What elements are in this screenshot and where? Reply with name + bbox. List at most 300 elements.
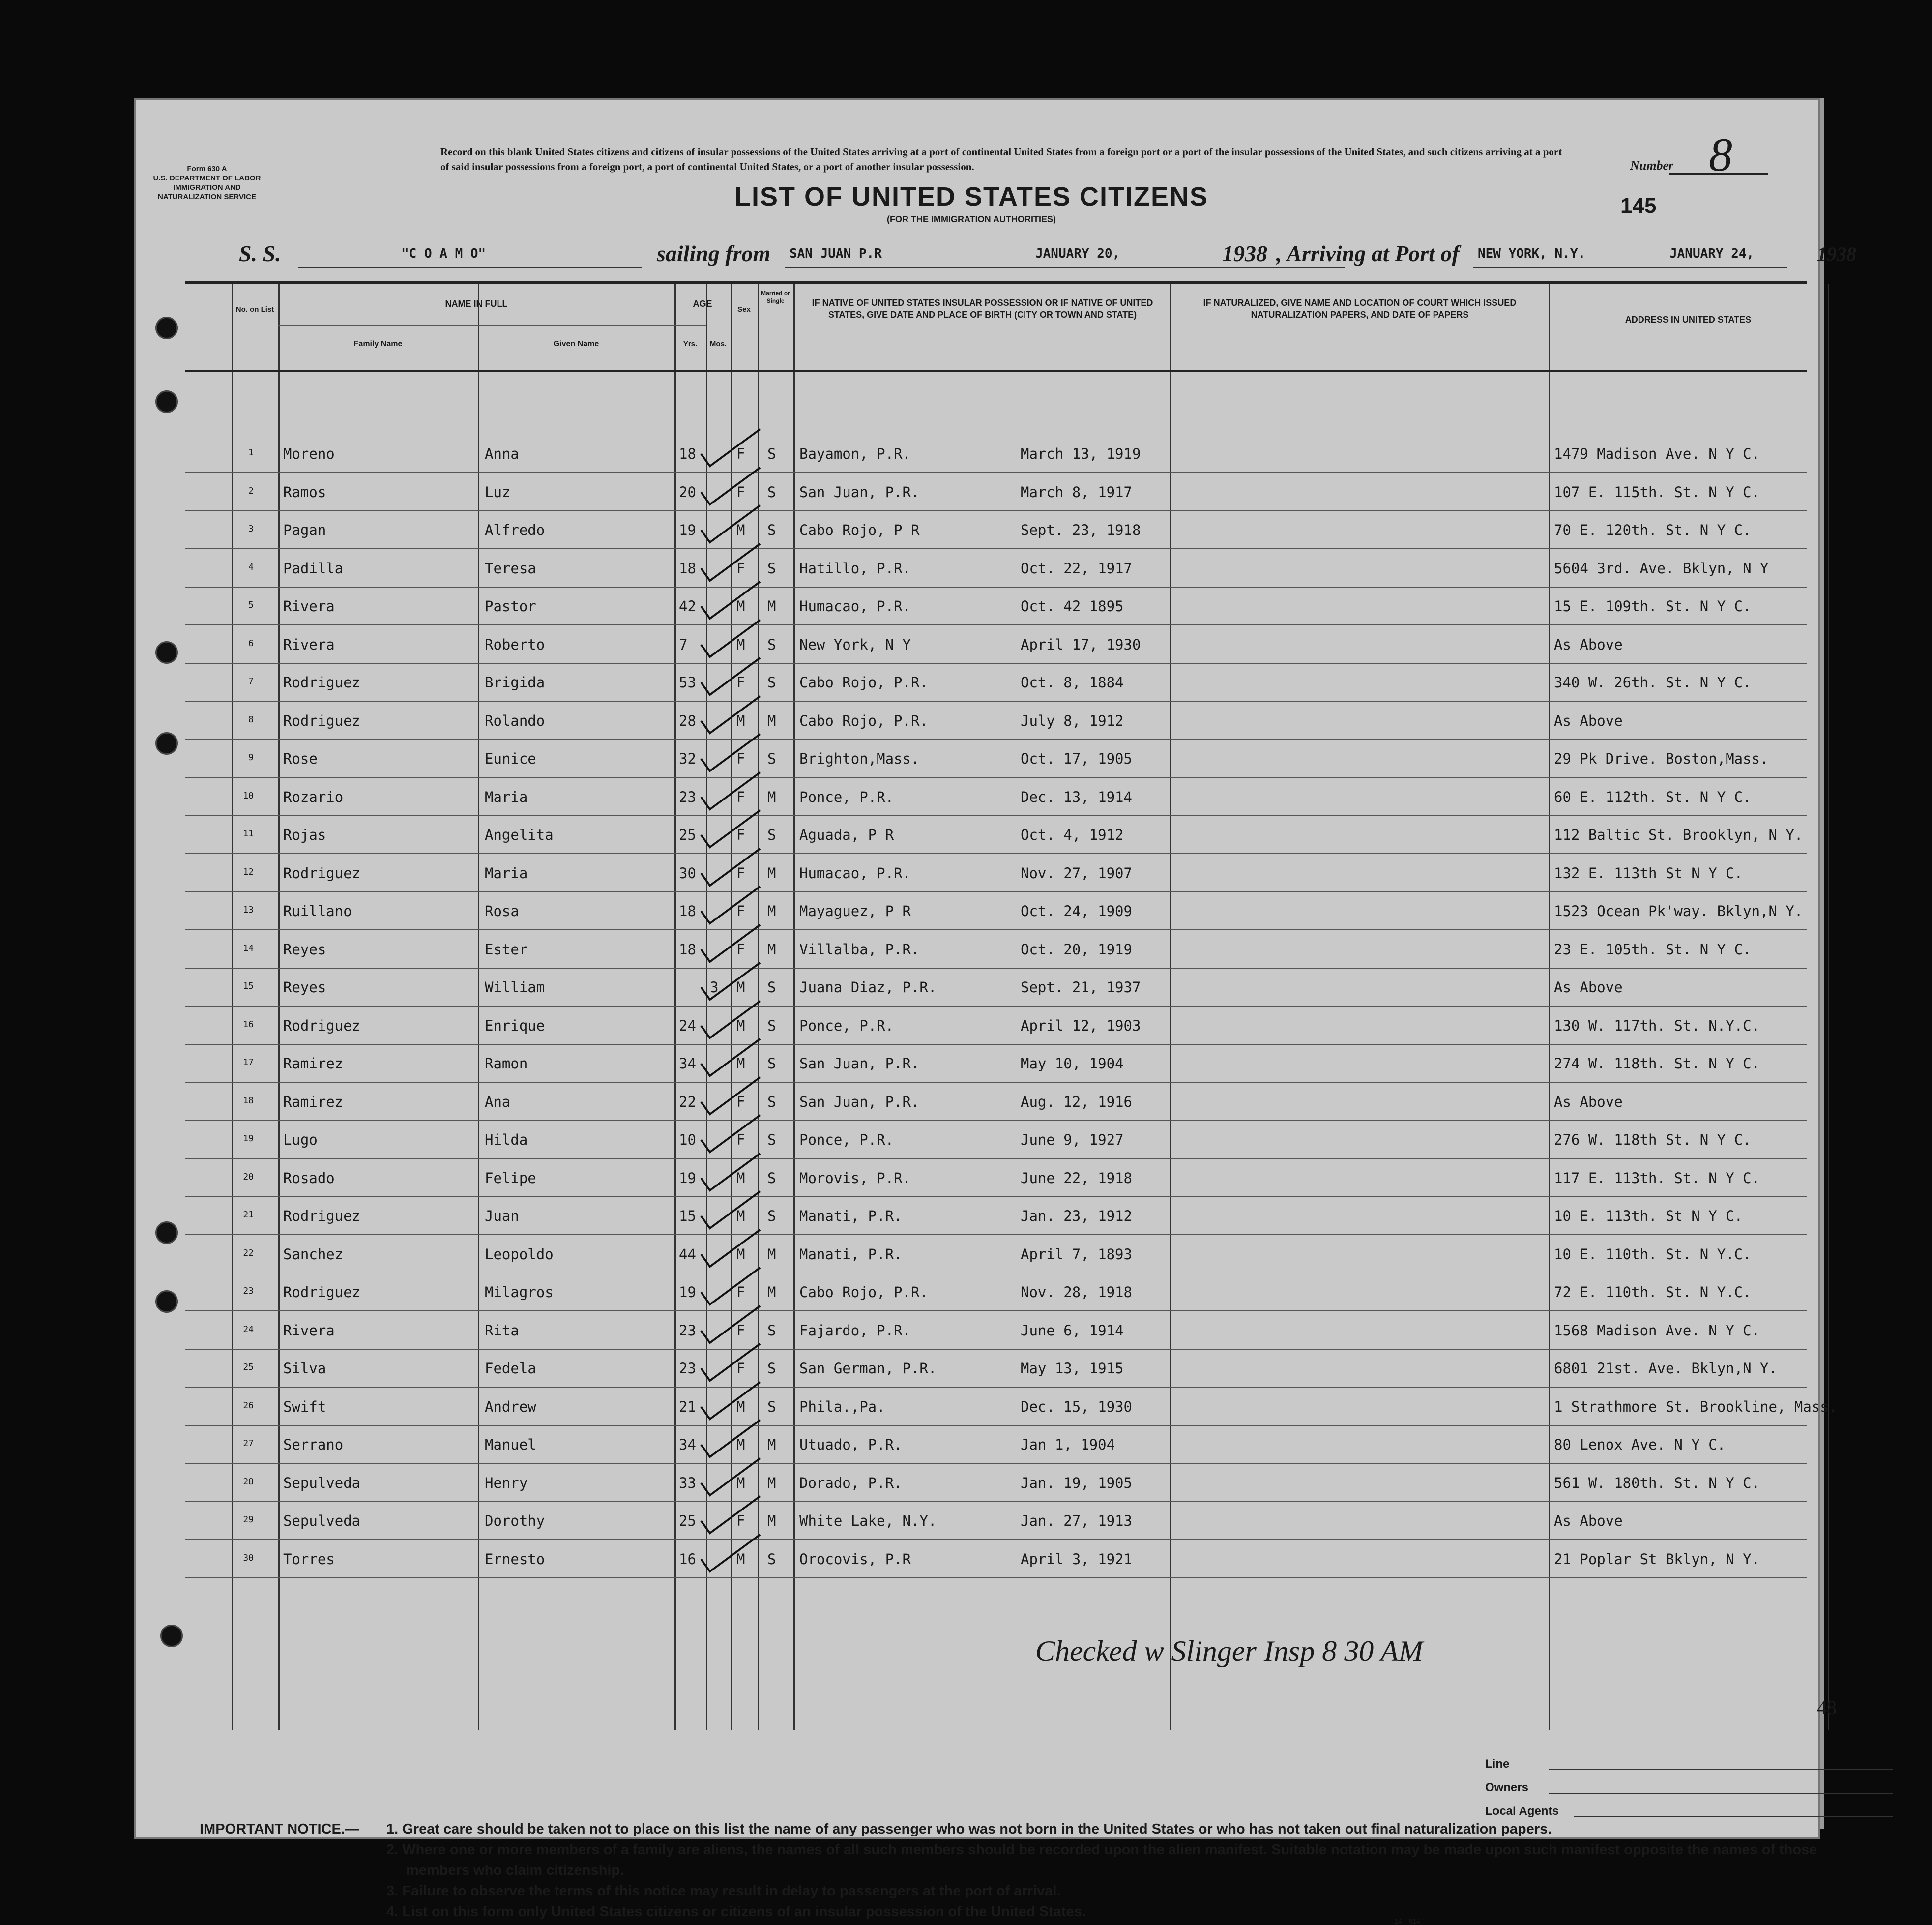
arrival-port: NEW YORK, N.Y. bbox=[1478, 246, 1586, 261]
given-name: Felipe bbox=[485, 1169, 536, 1186]
row-number: 27 bbox=[243, 1438, 254, 1449]
birth-date: Jan. 27, 1913 bbox=[1021, 1512, 1132, 1529]
family-name: Lugo bbox=[283, 1131, 318, 1148]
check-mark-icon bbox=[696, 655, 765, 700]
table-row bbox=[185, 741, 1807, 780]
row-number: 28 bbox=[243, 1476, 254, 1487]
family-name: Sepulveda bbox=[283, 1512, 361, 1529]
row-divider bbox=[185, 1158, 1807, 1159]
birth-date: Sept. 23, 1918 bbox=[1021, 522, 1141, 538]
age-years: 18 bbox=[679, 560, 696, 577]
given-name: Roberto bbox=[485, 636, 545, 653]
us-address: 10 E. 113th. St N Y C. bbox=[1554, 1208, 1743, 1224]
birth-place: Orocovis, P.R bbox=[799, 1550, 911, 1568]
us-address: 276 W. 118th St. N Y C. bbox=[1554, 1131, 1752, 1148]
birth-place: Brighton,Mass. bbox=[799, 750, 920, 767]
birth-place: Cabo Rojo, P R bbox=[799, 522, 920, 538]
notice-item: 3. Failure to observe the terms of this notice may result in delay to passengers at the port of arrival. bbox=[386, 1883, 1061, 1899]
given-name: Milagros bbox=[485, 1284, 554, 1301]
given-name: Alfredo bbox=[485, 522, 545, 538]
marital-status: M bbox=[767, 1474, 776, 1491]
family-name: Rojas bbox=[283, 827, 326, 843]
check-mark-icon bbox=[696, 427, 765, 471]
birth-place: Utuado, P.R. bbox=[799, 1436, 903, 1453]
row-divider bbox=[185, 587, 1807, 588]
sail-year: 1938 bbox=[1222, 241, 1267, 266]
us-address: 6801 21st. Ave. Bklyn,N Y. bbox=[1554, 1360, 1777, 1377]
us-address: 112 Baltic St. Brooklyn, N Y. bbox=[1554, 827, 1803, 843]
marital-status: S bbox=[767, 1550, 776, 1568]
arrival-underline bbox=[1473, 267, 1787, 268]
marital-status: S bbox=[767, 1131, 776, 1148]
row-number: 1 bbox=[248, 447, 254, 458]
age-years: 19 bbox=[679, 522, 696, 538]
birth-date: Dec. 15, 1930 bbox=[1021, 1398, 1132, 1415]
age-years: 25 bbox=[679, 1512, 696, 1529]
marital-status: M bbox=[767, 1436, 776, 1453]
col-married-single: Married or Single bbox=[761, 290, 790, 304]
us-address: As Above bbox=[1554, 712, 1623, 729]
us-address: As Above bbox=[1554, 636, 1623, 653]
birth-date: Nov. 27, 1907 bbox=[1021, 864, 1132, 882]
birth-place: Dorado, P.R. bbox=[799, 1474, 903, 1491]
table-row bbox=[185, 1275, 1807, 1313]
us-address: 1523 Ocean Pk'way. Bklyn,N Y. bbox=[1554, 903, 1803, 919]
table-row bbox=[185, 589, 1807, 627]
birth-date: April 3, 1921 bbox=[1021, 1550, 1132, 1568]
age-years: 7 bbox=[679, 636, 688, 653]
row-divider bbox=[185, 1349, 1807, 1350]
check-mark-icon bbox=[696, 1189, 765, 1233]
given-name: Henry bbox=[485, 1474, 528, 1491]
given-name: Luz bbox=[485, 483, 511, 501]
family-name: Ruillano bbox=[283, 903, 352, 919]
sex: F bbox=[736, 560, 745, 577]
table-row bbox=[185, 1466, 1807, 1504]
sex: F bbox=[736, 903, 745, 919]
birth-place: Manati, P.R. bbox=[799, 1245, 903, 1263]
sex: M bbox=[736, 636, 745, 653]
family-name: Silva bbox=[283, 1360, 326, 1377]
table-row bbox=[185, 1313, 1807, 1352]
arrival-date: JANUARY 24, bbox=[1669, 246, 1755, 261]
form-number: Form 630 A bbox=[187, 165, 227, 173]
table-row bbox=[185, 704, 1807, 742]
check-mark-icon bbox=[696, 846, 765, 890]
age-years: 53 bbox=[679, 674, 696, 691]
row-number: 4 bbox=[248, 562, 254, 572]
birth-date: Oct. 22, 1917 bbox=[1021, 560, 1132, 577]
family-name: Rodriguez bbox=[283, 864, 361, 882]
table-row bbox=[185, 1123, 1807, 1161]
row-number: 24 bbox=[243, 1324, 254, 1334]
us-address: 70 E. 120th. St. N Y C. bbox=[1554, 522, 1752, 538]
row-divider bbox=[185, 1463, 1807, 1464]
birth-place: San Juan, P.R. bbox=[799, 483, 920, 501]
page-title: LIST OF UNITED STATES CITIZENS bbox=[734, 182, 1208, 211]
age-years: 24 bbox=[679, 1017, 696, 1034]
check-mark-icon bbox=[696, 884, 765, 928]
table-row bbox=[185, 665, 1807, 704]
row-number: 26 bbox=[243, 1400, 254, 1411]
given-name: Angelita bbox=[485, 827, 554, 843]
birth-date: Oct. 4, 1912 bbox=[1021, 827, 1124, 843]
sex: F bbox=[736, 1093, 745, 1110]
sex: F bbox=[736, 1360, 745, 1377]
marital-status: M bbox=[767, 1284, 776, 1301]
table-row bbox=[185, 1008, 1807, 1047]
line-label: Line bbox=[1485, 1757, 1510, 1771]
given-name: Andrew bbox=[485, 1398, 536, 1415]
page-number: 145 bbox=[1620, 194, 1657, 218]
table-row bbox=[185, 1427, 1807, 1466]
row-number: 21 bbox=[243, 1210, 254, 1220]
family-name: Rosado bbox=[283, 1169, 335, 1186]
table-row bbox=[185, 856, 1807, 894]
row-number: 3 bbox=[248, 524, 254, 534]
check-mark-icon bbox=[696, 1113, 765, 1157]
check-mark-icon bbox=[696, 1418, 765, 1462]
marital-status: S bbox=[767, 674, 776, 691]
birth-date: Dec. 13, 1914 bbox=[1021, 788, 1132, 805]
check-mark-icon bbox=[696, 808, 765, 852]
sex: M bbox=[736, 1245, 745, 1263]
check-mark-icon bbox=[696, 770, 765, 814]
sex: M bbox=[736, 1436, 745, 1453]
row-number: 19 bbox=[243, 1133, 254, 1144]
row-divider bbox=[185, 1234, 1807, 1235]
check-mark-icon bbox=[696, 1151, 765, 1195]
birth-date: Sept. 21, 1937 bbox=[1021, 979, 1141, 996]
record-note: Record on this blank United States citizens and citizens of insular possessions of the United States arriving at a port of continental United States from a foreign port or a port of the insular possessions of the United States, and such citizens arriving at a port of said insular possessions from a foreign port, a port of continental United States, or a port of another insular possession. bbox=[440, 146, 1562, 173]
row-divider bbox=[185, 777, 1807, 778]
check-mark-icon bbox=[696, 999, 765, 1043]
header-subdivider bbox=[278, 325, 706, 326]
table-row bbox=[185, 1237, 1807, 1275]
sex: F bbox=[736, 674, 745, 691]
marital-status: M bbox=[767, 712, 776, 729]
family-name: Serrano bbox=[283, 1436, 344, 1453]
row-divider bbox=[185, 853, 1807, 854]
binder-hole bbox=[160, 1625, 183, 1647]
birth-place: New York, N Y bbox=[799, 636, 911, 653]
row-divider bbox=[185, 663, 1807, 664]
col-sex: Sex bbox=[737, 305, 751, 314]
marital-status: M bbox=[767, 598, 776, 615]
marital-status: S bbox=[767, 750, 776, 767]
sex: F bbox=[736, 941, 745, 958]
birth-date: July 8, 1912 bbox=[1021, 712, 1124, 729]
notice-items bbox=[386, 1819, 1876, 1922]
birth-date: April 17, 1930 bbox=[1021, 636, 1141, 653]
age-years: 18 bbox=[679, 445, 696, 462]
check-mark-icon bbox=[696, 1303, 765, 1348]
sex: F bbox=[736, 750, 745, 767]
birth-place: Hatillo, P.R. bbox=[799, 560, 911, 577]
row-divider bbox=[185, 1044, 1807, 1045]
birth-place: Phila.,Pa. bbox=[799, 1398, 885, 1415]
row-number: 14 bbox=[243, 943, 254, 953]
given-name: Teresa bbox=[485, 560, 536, 577]
local-agents-label: Local Agents bbox=[1485, 1805, 1559, 1818]
table-row bbox=[185, 1085, 1807, 1123]
marital-status: M bbox=[767, 1245, 776, 1263]
age-years: 19 bbox=[679, 1284, 696, 1301]
given-name: Ernesto bbox=[485, 1550, 545, 1568]
marital-status: S bbox=[767, 1017, 776, 1034]
owners-field bbox=[1485, 1776, 1559, 1800]
page-subtitle: (FOR THE IMMIGRATION AUTHORITIES) bbox=[887, 214, 1056, 224]
us-address: As Above bbox=[1554, 1512, 1623, 1529]
given-name: Eunice bbox=[485, 750, 536, 767]
check-mark-icon bbox=[696, 541, 765, 586]
row-divider bbox=[185, 1006, 1807, 1007]
check-mark-icon bbox=[696, 579, 765, 623]
given-name: Rolando bbox=[485, 712, 545, 729]
marital-status: S bbox=[767, 1360, 776, 1377]
given-name: Juan bbox=[485, 1208, 519, 1224]
us-address: 1568 Madison Ave. N Y C. bbox=[1554, 1322, 1760, 1339]
row-divider bbox=[185, 1425, 1807, 1426]
given-name: Maria bbox=[485, 788, 528, 805]
sex: M bbox=[736, 1017, 745, 1034]
birth-place: Mayaguez, P R bbox=[799, 903, 911, 919]
family-name: Reyes bbox=[283, 979, 326, 996]
family-name: Ramirez bbox=[283, 1093, 344, 1110]
age-years: 18 bbox=[679, 941, 696, 958]
table-row bbox=[185, 1504, 1807, 1542]
sex: F bbox=[736, 445, 745, 462]
us-address: 561 W. 180th. St. N Y C. bbox=[1554, 1474, 1760, 1491]
birth-date: Jan. 19, 1905 bbox=[1021, 1474, 1132, 1491]
age-years: 15 bbox=[679, 1208, 696, 1224]
row-number: 9 bbox=[248, 752, 254, 763]
notice-title: IMPORTANT NOTICE.— bbox=[200, 1821, 359, 1837]
family-name: Sanchez bbox=[283, 1245, 344, 1263]
family-name: Padilla bbox=[283, 560, 344, 577]
table-row bbox=[185, 818, 1807, 856]
check-mark-icon bbox=[696, 732, 765, 776]
table-row bbox=[185, 932, 1807, 971]
us-address: 80 Lenox Ave. N Y C. bbox=[1554, 1436, 1726, 1453]
row-divider bbox=[185, 472, 1807, 473]
check-mark-icon bbox=[696, 618, 765, 662]
birth-date: April 12, 1903 bbox=[1021, 1017, 1141, 1034]
family-name: Pagan bbox=[283, 522, 326, 538]
col-mos: Mos. bbox=[709, 340, 727, 348]
given-name: Maria bbox=[485, 864, 528, 882]
marital-status: S bbox=[767, 1322, 776, 1339]
header-divider bbox=[185, 370, 1807, 372]
birth-place: Villalba, P.R. bbox=[799, 941, 920, 958]
col-birth: IF NATIVE OF UNITED STATES INSULAR POSSESSION OR IF NATIVE OF UNITED STATES, GIVE DATE AND PLACE OF BIRTH (CITY OR TOWN AND STATE) bbox=[812, 298, 1153, 320]
row-divider bbox=[185, 1387, 1807, 1388]
given-name: Rita bbox=[485, 1322, 519, 1339]
check-mark-icon bbox=[696, 694, 765, 738]
sex: M bbox=[736, 598, 745, 615]
check-mark-icon bbox=[696, 465, 765, 509]
birth-place: Bayamon, P.R. bbox=[799, 445, 911, 462]
table-row bbox=[185, 1351, 1807, 1390]
us-address: 274 W. 118th. St. N Y C. bbox=[1554, 1055, 1760, 1072]
birth-date: June 22, 1918 bbox=[1021, 1169, 1132, 1186]
sex: M bbox=[736, 1169, 745, 1186]
sex: F bbox=[736, 788, 745, 805]
number-value: 8 bbox=[1709, 128, 1732, 181]
us-address: 107 E. 115th. St. N Y C. bbox=[1554, 483, 1760, 501]
sex: M bbox=[736, 1398, 745, 1415]
sex: M bbox=[736, 522, 745, 538]
birth-place: San German, P.R. bbox=[799, 1360, 937, 1377]
us-address: 117 E. 113th. St. N Y C. bbox=[1554, 1169, 1760, 1186]
number-label: Number bbox=[1630, 158, 1674, 173]
carrier-fields bbox=[1485, 1752, 1559, 1823]
row-number: 23 bbox=[243, 1286, 254, 1296]
age-years: 23 bbox=[679, 1360, 696, 1377]
birth-date: Oct. 24, 1909 bbox=[1021, 903, 1132, 919]
age-years: 23 bbox=[679, 788, 696, 805]
us-address: As Above bbox=[1554, 1093, 1623, 1110]
us-address: 21 Poplar St Bklyn, N Y. bbox=[1554, 1550, 1760, 1568]
marital-status: S bbox=[767, 827, 776, 843]
owners-label: Owners bbox=[1485, 1781, 1529, 1794]
birth-date: Oct. 42 1895 bbox=[1021, 598, 1124, 615]
row-divider bbox=[185, 701, 1807, 702]
marital-status: S bbox=[767, 636, 776, 653]
sex: M bbox=[736, 1208, 745, 1224]
age-years: 18 bbox=[679, 903, 696, 919]
marital-status: S bbox=[767, 1208, 776, 1224]
marital-status: S bbox=[767, 1398, 776, 1415]
us-address: 60 E. 112th. St. N Y C. bbox=[1554, 788, 1752, 805]
check-mark-icon bbox=[696, 1456, 765, 1500]
check-mark-icon bbox=[696, 1227, 765, 1272]
manifest-page bbox=[134, 98, 1856, 1925]
col-name-in-full: NAME IN FULL bbox=[445, 299, 508, 309]
given-name: Ramon bbox=[485, 1055, 528, 1072]
row-divider bbox=[185, 1196, 1807, 1197]
birth-place: Juana Diaz, P.R. bbox=[799, 979, 937, 996]
family-name: Rozario bbox=[283, 788, 344, 805]
birth-date: Nov. 28, 1918 bbox=[1021, 1284, 1132, 1301]
col-no-on-list: No. on List bbox=[235, 305, 274, 314]
birth-place: Manati, P.R. bbox=[799, 1208, 903, 1224]
age-years: 25 bbox=[679, 827, 696, 843]
birth-date: Aug. 12, 1916 bbox=[1021, 1093, 1132, 1110]
notice-item: 2. Where one or more members of a family are aliens, the names of all such members should be recorded upon the alien manifest. Suitable notation may be made upon such manifest opposite the names of those members who claim citizenship. bbox=[386, 1842, 1817, 1878]
birth-place: Cabo Rojo, P.R. bbox=[799, 674, 928, 691]
given-name: Ana bbox=[485, 1093, 511, 1110]
birth-place: Cabo Rojo, P.R. bbox=[799, 1284, 928, 1301]
sex: F bbox=[736, 1512, 745, 1529]
birth-date: May 13, 1915 bbox=[1021, 1360, 1124, 1377]
sex: F bbox=[736, 1322, 745, 1339]
family-name: Rodriguez bbox=[283, 712, 361, 729]
sex: F bbox=[736, 827, 745, 843]
given-name: Pastor bbox=[485, 598, 536, 615]
ss-label: S. S. bbox=[239, 241, 281, 266]
row-number: 11 bbox=[243, 829, 254, 839]
row-number: 12 bbox=[243, 866, 254, 877]
sailing-underline bbox=[785, 267, 1345, 268]
us-address: 1479 Madison Ave. N Y C. bbox=[1554, 445, 1760, 462]
family-name: Rodriguez bbox=[283, 1017, 361, 1034]
family-name: Rodriguez bbox=[283, 674, 361, 691]
given-name: Brigida bbox=[485, 674, 545, 691]
us-address: 29 Pk Drive. Boston,Mass. bbox=[1554, 750, 1769, 767]
family-name: Rose bbox=[283, 750, 318, 767]
birth-date: March 8, 1917 bbox=[1021, 483, 1132, 501]
birth-place: Morovis, P.R. bbox=[799, 1169, 911, 1186]
family-name: Rivera bbox=[283, 1322, 335, 1339]
marital-status: M bbox=[767, 1512, 776, 1529]
row-number: 29 bbox=[243, 1514, 254, 1525]
sailing-label: sailing from bbox=[657, 241, 771, 266]
age-years: 44 bbox=[679, 1245, 696, 1263]
sex: F bbox=[736, 483, 745, 501]
binder-hole bbox=[155, 641, 178, 664]
birth-place: Humacao, P.R. bbox=[799, 598, 911, 615]
row-divider bbox=[185, 815, 1807, 816]
given-name: William bbox=[485, 979, 545, 996]
age-years: 20 bbox=[679, 483, 696, 501]
sail-date: JANUARY 20, bbox=[1035, 246, 1120, 261]
us-address: 1 Strathmore St. Brookline, Mass. bbox=[1554, 1398, 1838, 1415]
sex: M bbox=[736, 1474, 745, 1491]
col-naturalized: IF NATURALIZED, GIVE NAME AND LOCATION OF COURT WHICH ISSUED NATURALIZATION PAPERS, AND DATE OF PAPERS bbox=[1203, 298, 1517, 320]
age-years: 22 bbox=[679, 1093, 696, 1110]
age-years: 34 bbox=[679, 1055, 696, 1072]
binder-hole bbox=[155, 1221, 178, 1244]
birth-date: Oct. 20, 1919 bbox=[1021, 941, 1132, 958]
table-row bbox=[185, 1542, 1807, 1580]
birth-place: Ponce, P.R. bbox=[799, 1017, 894, 1034]
table-row bbox=[185, 437, 1807, 475]
us-address: As Above bbox=[1554, 979, 1623, 996]
birth-place: Ponce, P.R. bbox=[799, 1131, 894, 1148]
table-row bbox=[185, 894, 1807, 932]
row-number: 13 bbox=[243, 905, 254, 915]
check-mark-icon bbox=[696, 1532, 765, 1576]
row-number: 16 bbox=[243, 1019, 254, 1030]
row-number: 7 bbox=[248, 676, 254, 686]
department: U.S. DEPARTMENT OF LABOR bbox=[153, 174, 261, 182]
form-info bbox=[150, 164, 263, 202]
birth-date: Oct. 17, 1905 bbox=[1021, 750, 1132, 767]
table-row bbox=[185, 780, 1807, 818]
family-name: Rivera bbox=[283, 598, 335, 615]
marital-status: M bbox=[767, 788, 776, 805]
check-mark-icon bbox=[696, 1037, 765, 1081]
check-mark-icon bbox=[696, 1265, 765, 1309]
marital-status: S bbox=[767, 1169, 776, 1186]
birth-date: June 9, 1927 bbox=[1021, 1131, 1124, 1148]
us-address: 5604 3rd. Ave. Bklyn, N Y bbox=[1554, 560, 1769, 577]
birth-place: San Juan, P.R. bbox=[799, 1055, 920, 1072]
check-mark-icon bbox=[696, 960, 765, 1005]
notice-item: 4. List on this form only United States citizens or citizens of an insular possession of the United States. bbox=[386, 1904, 1086, 1920]
family-name: Swift bbox=[283, 1398, 326, 1415]
us-address: 23 E. 105th. St. N Y C. bbox=[1554, 941, 1752, 958]
check-mark-icon bbox=[696, 1341, 765, 1386]
table-row bbox=[185, 1046, 1807, 1085]
row-divider bbox=[185, 891, 1807, 892]
given-name: Leopoldo bbox=[485, 1245, 554, 1263]
binder-hole bbox=[155, 732, 178, 755]
given-name: Rosa bbox=[485, 903, 519, 919]
table-row bbox=[185, 970, 1807, 1008]
owners-blank bbox=[1549, 1793, 1893, 1794]
